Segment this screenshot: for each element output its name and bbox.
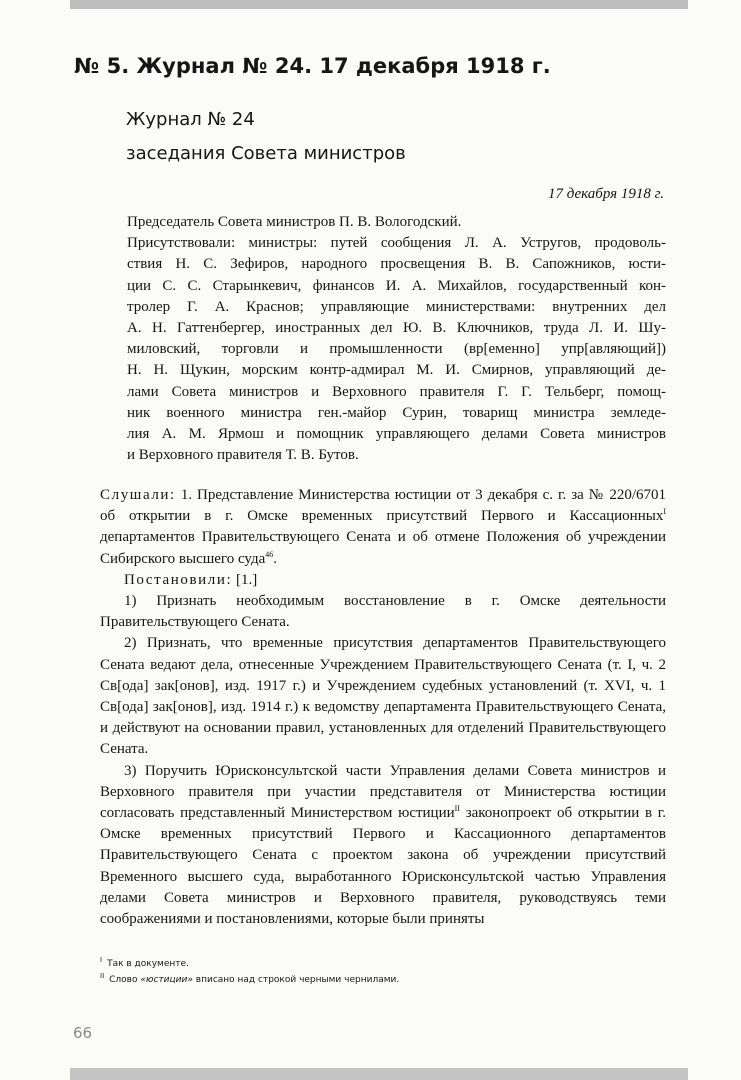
endnote-ref: 46 [265,549,274,559]
page-number: 66 [73,1024,93,1042]
journal-subtitle: заседания Совета министров [126,143,406,164]
resolution-item: 3) Поручить Юрисконсультской части Управления делами Совета министров и Верховного правителя при участии представителя от Министерства юстиции согласовать представленный Министерством юстиции$^{II}$ законопроект об открытии в г. Омске временных присутствий Первого и Кассационного департаментов Правительствующего Сената с проектом закона об учреждении присутствий Временного высшего суда, выработанного Юрисконсультской частью Управления делами Совета министров и Верховного правителя, руководствуясь теми соображениями и постановлениями, которые были приняты [100,762,666,928]
bottom-scan-border [70,1068,688,1080]
attendance-line: тролер Г. А. Краснов; управляющие министерствами: внутренних дел [127,298,666,315]
document-heading: № 5. Журнал № 24. 17 декабря 1918 г. [74,54,551,78]
heard-paragraph: Слушали: 1. Представление Министерства юстиции от 3 декабря с. г. за № 220/6701 об открытии в г. Омске временных присутствий Первого и Кассационных$^I$ департаментов Правительствующего Сената и об отмене Положения об учреждении Сибирского высшего суда$^{46}$. [100,487,667,567]
document-date: 17 декабря 1918 г. [547,186,664,202]
attendance-line: ции С. С. Старынкевич, финансов И. А. Михайлов, государственный кон- [127,277,666,294]
minutes-body [100,485,666,930]
footnote-ref: II [454,804,460,814]
journal-title: Журнал № 24 [126,109,255,130]
resolution-item: 1) Признать необходимым восстановление в г. Омске деятельности Правительствующего Сената. [100,593,666,631]
footnote-ref: I [663,507,666,517]
attendance-line: Присутствовали: министры: путей сообщения Л. А. Устругов, продоволь- [127,235,666,252]
attendance-line: ствия Н. С. Зефиров, народного просвещения В. В. Сапожников, юсти- [127,256,666,273]
attendance-block [74,212,666,466]
heard-label: Слушали: [100,487,176,503]
attendance-line: А. Н. Гаттенбергер, иностранных дел Ю. В. Ключников, труда Л. И. Шу- [127,320,666,337]
footnote: $^{II}$ Слово «юстиции» вписано над строкой черными чернилами. [100,972,400,985]
resolved-label: Постановили: [124,571,233,588]
top-scan-border [70,0,688,9]
attendance-line: лия А. М. Ярмош и помощник управляющего делами Совета министров [127,426,666,443]
attendance-line: ник военного министра ген.-майор Сурин, товарищ министра земледе- [127,404,666,421]
footnote: $^I$ Так в документе. [100,956,189,969]
resolved-paragraph: Постановили: [1.] [124,571,258,588]
attendance-line: лами Совета министров и Верховного правителя Г. Г. Тельберг, помощ- [127,383,666,400]
attendance-line: Н. Н. Щукин, морским контр-адмирал М. И. Смирнов, управляющий де- [127,362,666,379]
attendance-line: и Верховного правителя Т. В. Бутов. [127,447,359,464]
resolution-item: 2) Признать, что временные присутствия департаментов Правительствующего Сената ведают дела, отнесенные Учреждением Правительствующего Сената (т. I, ч. 2 Св[ода] зак[онов], изд. 1917 г.) и Учреждением судебных установлений (т. XVI, ч. 1 Св[ода] зак[онов], изд. 1914 г.) к ведомству департамента Правительствующего Сената, и действуют на основании правил, установленных для отделений Правительствующего Сената. [100,635,666,758]
chairman-line: Председатель Совета министров П. В. Вологодский. [127,214,462,230]
attendance-line: миловский, торговли и промышленности (вр[еменно] упр[авляющий]) [127,341,666,358]
